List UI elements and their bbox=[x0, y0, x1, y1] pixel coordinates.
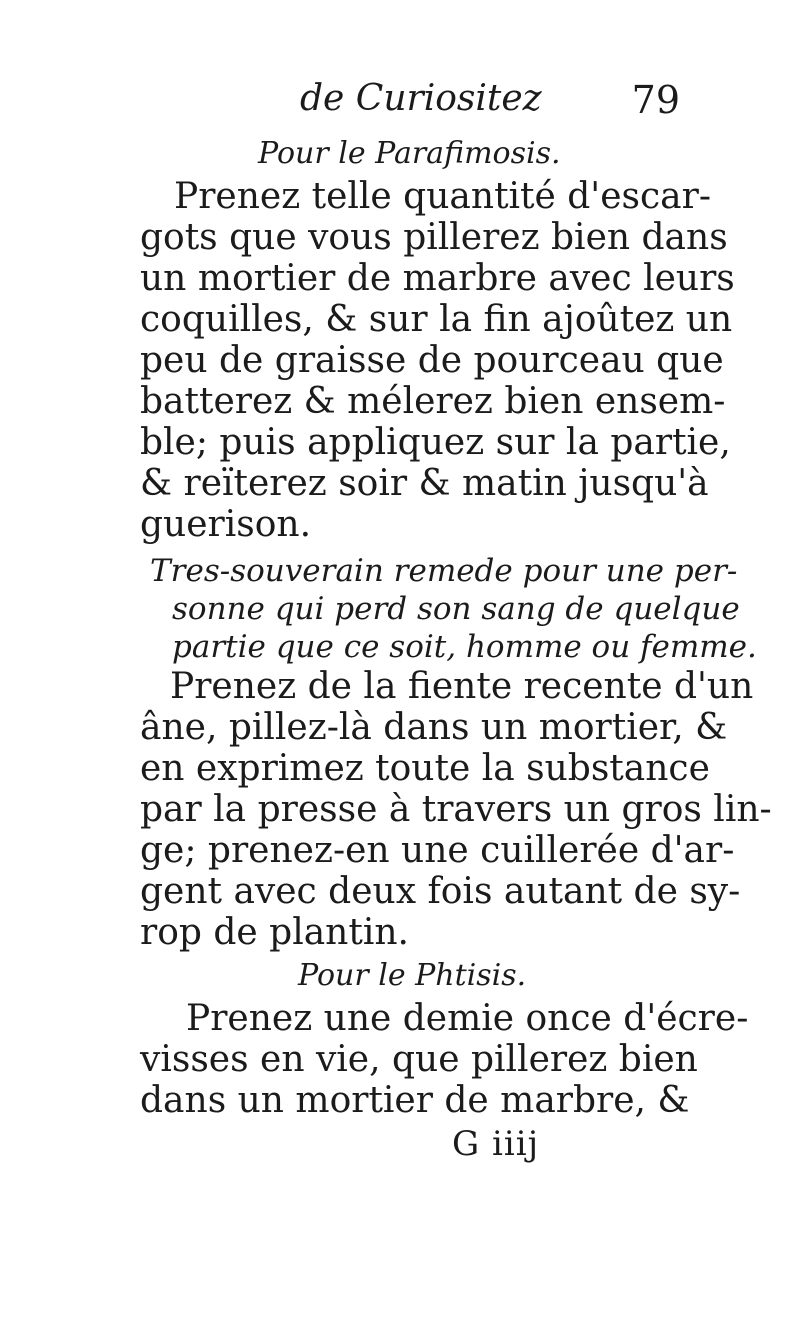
text-line: un mortier de marbre avec leurs bbox=[140, 258, 735, 299]
text-line: Prenez une demie once d'écre- bbox=[186, 998, 749, 1039]
text-line: guerison. bbox=[140, 504, 312, 545]
paragraph-parafimosis bbox=[140, 176, 735, 545]
text-line: dans un mortier de marbre, & bbox=[140, 1080, 690, 1121]
running-head-title: de Curiositez bbox=[300, 78, 542, 119]
text-line: rop de plantin. bbox=[140, 912, 409, 953]
page-number: 79 bbox=[631, 78, 680, 122]
running-head bbox=[300, 78, 680, 128]
heading-line: partie que ce soit, homme ou femme. bbox=[172, 629, 757, 665]
section-heading-phtisis: Pour le Phtisis. bbox=[298, 958, 527, 993]
paragraph-phtisis bbox=[140, 998, 749, 1121]
text-line: Prenez de la fiente recente d'un bbox=[170, 666, 754, 707]
text-line: ble; puis appliquez sur la partie, bbox=[140, 422, 731, 463]
text-line: visses en vie, que pillerez bien bbox=[140, 1039, 698, 1080]
text-line: coquilles, & sur la fin ajoûtez un bbox=[140, 299, 733, 340]
text-line: gots que vous pillerez bien dans bbox=[140, 217, 728, 258]
text-line: ge; prenez-en une cuillerée d'ar- bbox=[140, 830, 735, 871]
text-line: âne, pillez-là dans un mortier, & bbox=[140, 707, 728, 748]
heading-line: sonne qui perd son sang de quelque bbox=[172, 591, 740, 627]
section-heading-sang bbox=[150, 552, 757, 666]
text-line: batterez & mélerez bien ensem- bbox=[140, 381, 726, 422]
text-line: en exprimez toute la substance bbox=[140, 748, 710, 789]
text-line: & reïterez soir & matin jusqu'à bbox=[140, 463, 709, 504]
heading-line: Tres-souverain remede pour une per- bbox=[150, 553, 738, 589]
text-line: gent avec deux fois autant de sy- bbox=[140, 871, 741, 912]
section-heading-parafimosis: Pour le Parafimosis. bbox=[258, 136, 561, 171]
paragraph-sang bbox=[140, 666, 772, 953]
text-line: par la presse à travers un gros lin- bbox=[140, 789, 772, 830]
text-line: Prenez telle quantité d'escar- bbox=[174, 176, 711, 217]
text-line: peu de graisse de pourceau que bbox=[140, 340, 724, 381]
signature-mark: G iiij bbox=[452, 1124, 540, 1164]
